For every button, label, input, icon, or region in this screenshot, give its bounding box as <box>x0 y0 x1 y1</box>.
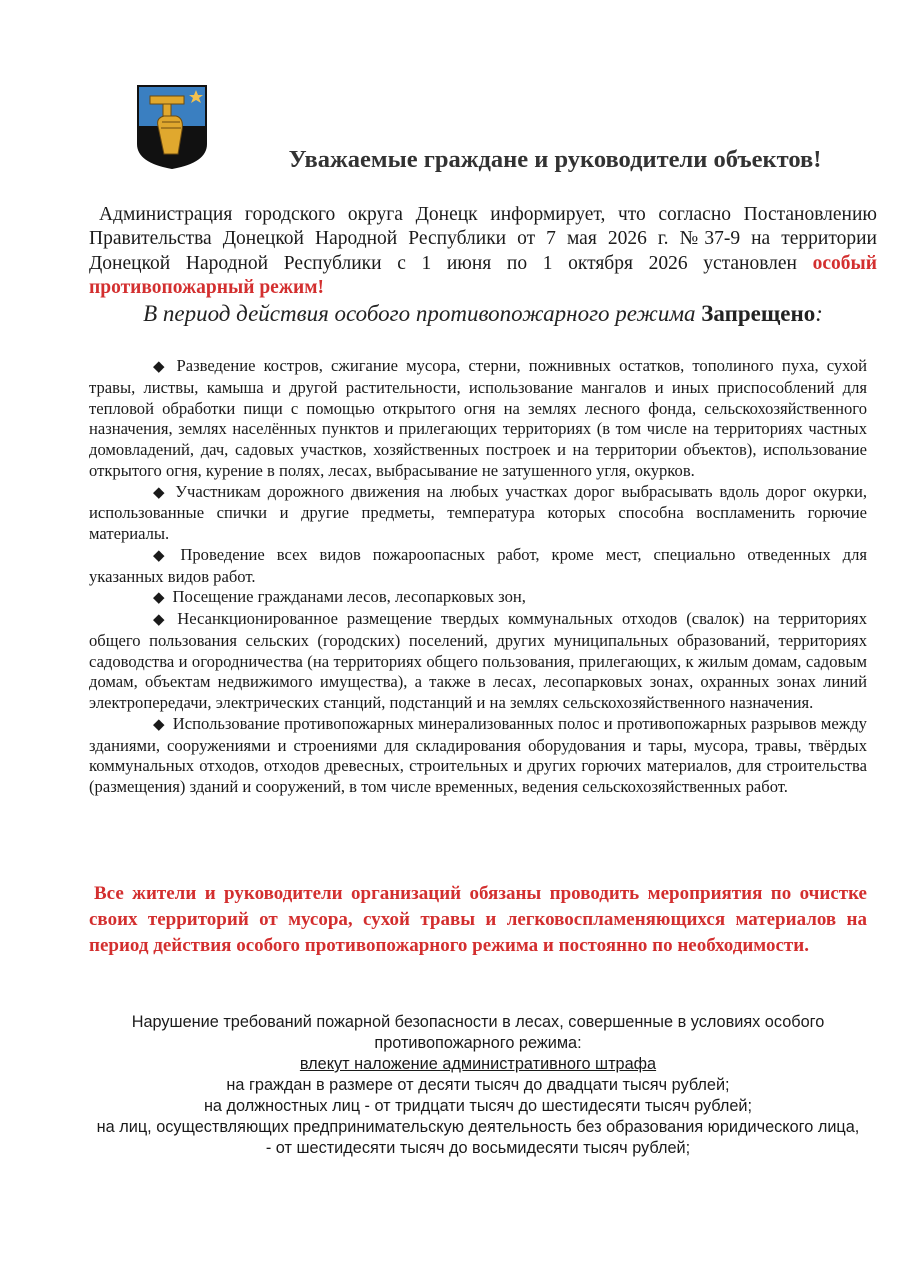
list-item-text: Использование противопожарных минерализованных полос и противопожарных разрывов между зданиями, сооружениями и строениями для складирования оборудования и тары, мусора, травы, твёрдых коммунальных отходов, отходов древесных, строительных и других горючих материалов, для строительства (размещения) зданий и сооружений, в том числе временных, ведения сельскохозяйственных работ. <box>89 713 867 796</box>
diamond-bullet-icon: ◆ <box>153 484 168 501</box>
residents-obligation-notice: Все жители и руководители организаций обязаны проводить мероприятия по очистке своих территорий от мусора, сухой травы и легковоспламеняющихся материалов на период действия особого противопожарного режима и постоянно по необходимости. <box>89 883 867 956</box>
diamond-bullet-icon: ◆ <box>153 547 173 564</box>
intro-highlight: особый противопожарный режим! <box>89 252 877 298</box>
fines-intro-line-2: противопожарного режима: <box>374 1034 582 1052</box>
list-item <box>89 609 867 714</box>
list-item <box>89 714 867 798</box>
list-item <box>89 587 867 609</box>
list-item-text: Проведение всех видов пожароопасных работ, кроме мест, специально отведенных для указанных видов работ. <box>89 544 867 586</box>
fines-section <box>60 1012 896 1159</box>
diamond-bullet-icon: ◆ <box>153 612 170 628</box>
fines-intro-line-1: Нарушение требований пожарной безопасности в лесах, совершенные в условиях особого <box>131 1013 825 1031</box>
fines-penalty-heading: влекут наложение административного штрафа <box>299 1055 657 1073</box>
prohibition-heading-tail: : <box>815 301 823 326</box>
prohibition-heading-emphasis: Запрещено <box>701 301 816 326</box>
diamond-bullet-icon: ◆ <box>153 590 165 607</box>
prohibition-heading-text: В период действия особого противопожарного режима <box>143 301 702 326</box>
intro-paragraph <box>89 203 877 300</box>
list-item-text: Посещение гражданами лесов, лесопарковых зон, <box>172 587 526 607</box>
diamond-bullet-icon: ◆ <box>153 716 165 733</box>
fine-entrepreneurs-amount: - от шестидесяти тысяч до восьмидесяти тысяч рублей; <box>265 1139 691 1157</box>
intro-text: Администрация городского округа Донецк информирует, что согласно Постановлению Правительства Донецкой Народной Республики от 7 мая 2026 г. №37-9 на территории Донецкой Народной Республики с 1 июня по 1 октября 2026 установлен <box>89 204 877 274</box>
list-item <box>89 482 867 545</box>
donetsk-coat-of-arms-icon <box>136 84 208 170</box>
fine-entrepreneurs: на лиц, осуществляющих предпринимательскую деятельность без образования юридического лица, <box>96 1118 860 1136</box>
fine-citizens: на граждан в размере от десяти тысяч до двадцати тысяч рублей; <box>226 1076 730 1094</box>
fine-officials: на должностных лиц - от тридцати тысяч до шестидесяти тысяч рублей; <box>203 1097 753 1115</box>
list-item <box>89 545 867 588</box>
prohibition-heading <box>89 301 877 327</box>
list-item-text: Участникам дорожного движения на любых участках дорог выбрасывать вдоль дорог окурки, использованные спички и другие предметы, температура которых способна воспламенить горючие материалы. <box>89 481 867 543</box>
list-item-text: Разведение костров, сжигание мусора, стерни, пожнивных остатков, тополиного пуха, сухой травы, листвы, камыша и другой растительности, использование мангалов и иных приспособлений для тепловой обработки пищи с помощью открытого огня на землях лесного фонда, сельскохозяйственного назначения, землях населённых пунктов и прилегающих территориях (в том числе на территориях частных домовладений, дач, садовых участков, хозяйственных построек и на территории объектов), использование открытого огня, курение в полях, лесах, выбрасывание не затушенного угля, окурков. <box>89 356 867 480</box>
diamond-bullet-icon: ◆ <box>153 359 169 375</box>
list-item-text: Несанкционированное размещение твердых коммунальных отходов (свалок) на территориях общего пользования сельских (городских) поселений, других муниципальных образований, территориях садоводства и огородничества (на территориях общего пользования, прилегающих, к жилым домам, садовым домам, объектам недвижимого имущества), а также в лесах, лесопарковых зонах, охранных зонах линий электропередачи, электрических станций, подстанций и на землях сельскохозяйственного назначения. <box>89 609 867 712</box>
prohibitions-list <box>89 356 867 798</box>
page-title: Уважаемые граждане и руководители объектов! <box>288 146 822 173</box>
list-item <box>89 356 867 482</box>
